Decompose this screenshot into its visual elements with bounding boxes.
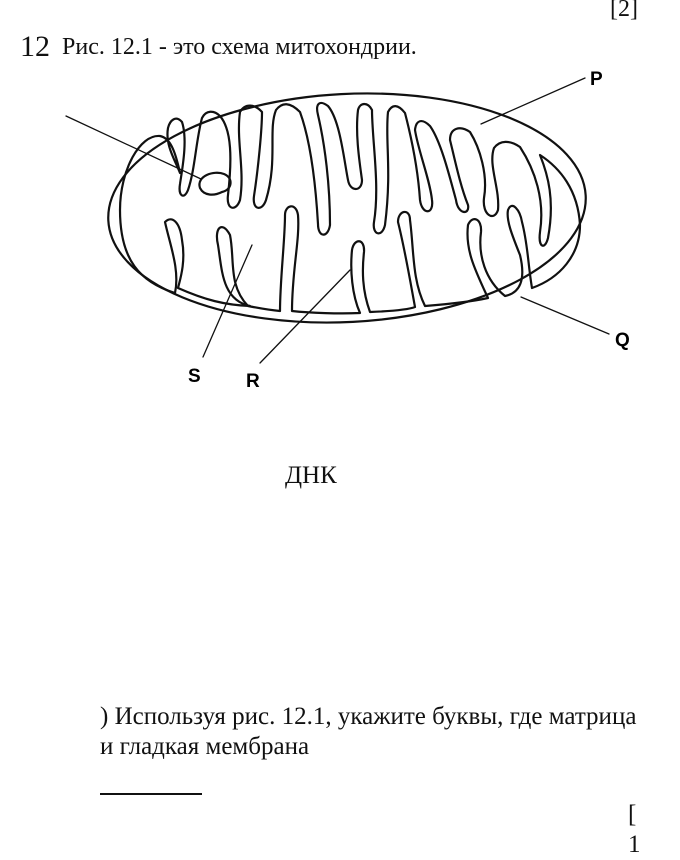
marks-bottom: [628, 800, 641, 860]
label-s: S: [188, 366, 201, 387]
fragment-text: ДНК: [285, 462, 337, 489]
question-title: Рис. 12.1 - это схема митохондрии.: [62, 34, 417, 60]
leader-line-p: [481, 78, 585, 124]
label-r: R: [246, 371, 260, 392]
label-q: Q: [615, 330, 630, 351]
inner-body: [199, 173, 230, 195]
answer-line[interactable]: [100, 793, 202, 795]
mitochondrion-diagram: [0, 0, 680, 420]
subquestion-text: ) Используя рис. 12.1, укажите буквы, где матрица и гладкая мембрана: [100, 703, 637, 760]
leader-line-q: [521, 297, 609, 334]
question-number: 12: [20, 30, 50, 63]
leader-line-r: [260, 270, 350, 363]
marks-top: [2]: [610, 0, 638, 22]
leader-line-pointer: [66, 116, 201, 179]
label-p: P: [590, 69, 603, 90]
marks-bottom-line1: [: [628, 801, 637, 828]
inner-membrane-cristae: [120, 103, 580, 313]
marks-bottom-line2: 1: [628, 831, 641, 858]
